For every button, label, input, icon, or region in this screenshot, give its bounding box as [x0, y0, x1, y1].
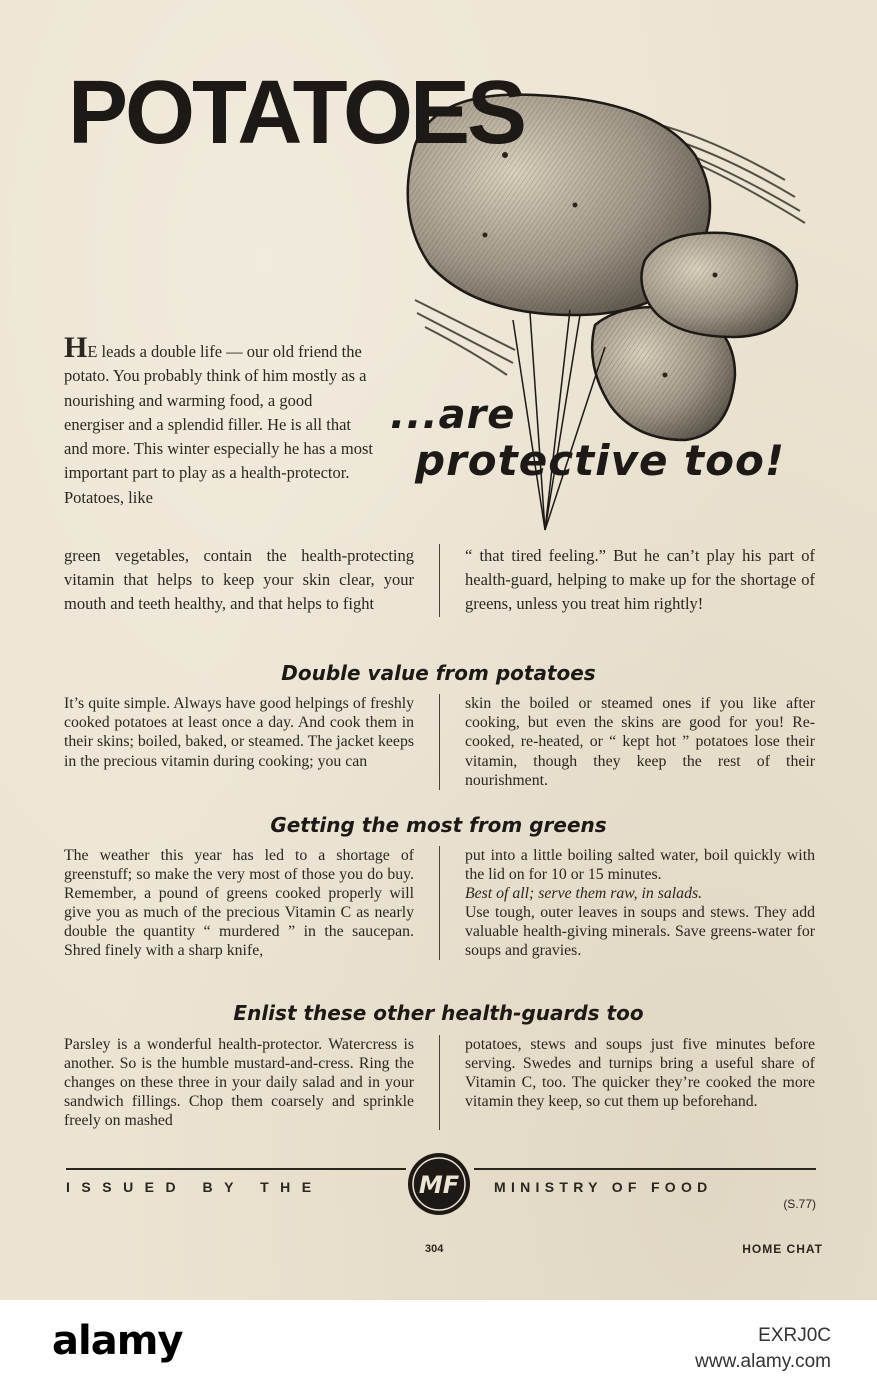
logo-text: MF [418, 1171, 460, 1199]
tagline [390, 392, 785, 485]
section-potatoes-columns [64, 694, 816, 790]
section-heading-greens: Getting the most from greens [270, 813, 607, 837]
section-potatoes-right: skin the boiled or steamed ones if you like after cooking, but even the skins are good for you! Re-cooked, re-heated, or “ kept hot ” potatoes lose their vitamin, though they keep the rest of their nourishment. [439, 694, 815, 790]
intro-left-column: green vegetables, contain the health-protecting vitamin that helps to keep your skin clear, your mouth and teeth healthy, and that helps to fight [64, 546, 414, 614]
section-heading-health-guards: Enlist these other health-guards too [233, 1001, 644, 1025]
section-greens-columns [64, 846, 816, 960]
section-health-guards-columns [64, 1035, 816, 1130]
intro-columns [64, 544, 816, 617]
magazine-name: HOME CHAT [742, 1242, 823, 1256]
footer-rule-right [474, 1168, 816, 1170]
issued-by-text: ISSUED BY THE [66, 1179, 323, 1195]
ministry-text: MINISTRY OF FOOD [494, 1179, 713, 1195]
watermark-image-id: EXRJ0C [758, 1325, 831, 1346]
section-heading-potatoes: Double value from potatoes [281, 661, 596, 685]
greens-right-text-1: put into a little boiling salted water, boil quickly with the lid on for 10 or 15 minutes. [465, 847, 815, 883]
tagline-line-1: ...are [390, 392, 516, 438]
intro-paragraph-top [64, 331, 376, 510]
greens-right-text-2: Use tough, outer leaves in soups and stews. They add valuable health-giving minerals. Save greens-water for soups and gravies. [465, 904, 815, 959]
ad-code: (S.77) [783, 1197, 816, 1211]
watermark-logo: alamy [52, 1318, 183, 1364]
drop-cap: H [64, 331, 88, 364]
footer-rule-left [66, 1168, 406, 1170]
section-greens-right [439, 846, 815, 960]
intro-right-column: “ that tired feeling.” But he can’t play his part of health-guard, helping to make up for the shortage of greens, unless you treat him rightly! [439, 544, 815, 617]
headline: POTATOES [68, 63, 525, 163]
section-greens-left: The weather this year has led to a shortage of greenstuff; so make the very most of those you do buy. Remember, a pound of greens cooked properly will give you as much of the precious Vitamin C as nearly double the quantity “ murdered ” in the saucepan. Shred finely with a sharp knife, [64, 847, 414, 959]
page-number: 304 [425, 1243, 444, 1255]
intro-first-text: E leads a double life — our old friend the potato. You probably think of him mostly as a nourishing and warming food, a good energiser and a splendid filler. He is all that and more. This winter especially he has a most important part to play as a health-protector. Potatoes, like [64, 342, 373, 507]
section-health-guards-left: Parsley is a wonderful health-protector. Watercress is another. So is the humble mustard-and-cress. Ring the changes on these three in your daily salad and in your sandwich fillings. Chop them coarsely and sprinkle freely on mashed [64, 1036, 414, 1129]
tagline-line-2: protective too! [415, 436, 785, 485]
footer-bar [66, 1157, 816, 1212]
greens-right-italic: Best of all; serve them raw, in salads. [465, 885, 703, 902]
watermark-url: www.alamy.com [695, 1351, 831, 1372]
section-health-guards-right: potatoes, stews and soups just five minutes before serving. Swedes and turnips bring a useful share of Vitamin C, too. The quicker they’re cooked the more vitamin they keep, so cut them up beforehand. [439, 1035, 815, 1130]
section-potatoes-left: It’s quite simple. Always have good helpings of freshly cooked potatoes at least once a day. And cook them in their skins; boiled, baked, or steamed. The jacket keeps in the precious vitamin during cooking; you can [64, 695, 414, 770]
ministry-of-food-logo [406, 1151, 472, 1217]
